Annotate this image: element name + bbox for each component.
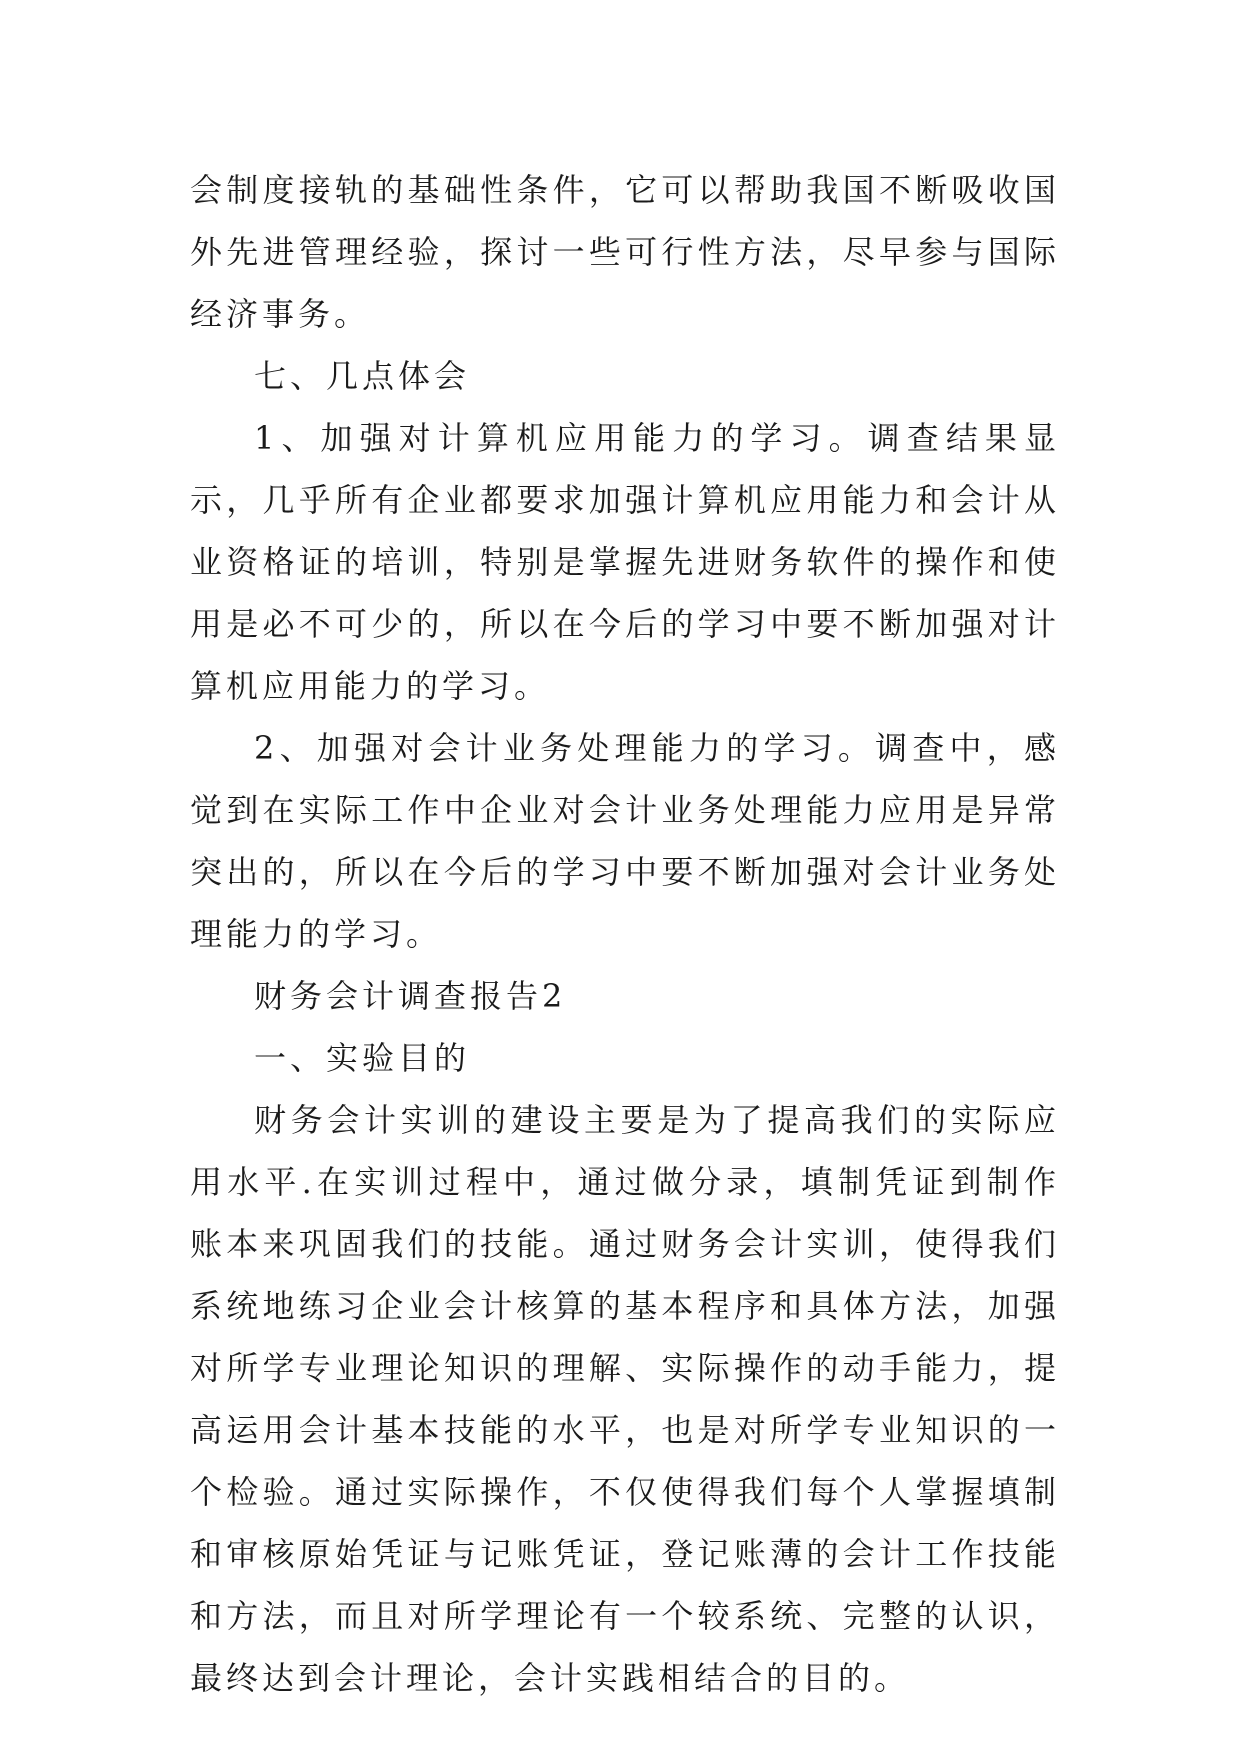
section-heading-purpose: 一、实验目的 xyxy=(254,1039,471,1077)
paragraph-training-purpose: 财务会计实训的建设主要是为了提高我们的实际应用水平.在实训过程中，通过做分录，填制凭证到制作账本来巩固我们的技能。通过财务会计实训，使得我们系统地练习企业会计核算的基本程序和具体方法，加强对所学专业理论知识的理解、实际操作的动手能力，提高运用会计基本技能的水平，也是对所学专业知识的一个检验。通过实际操作，不仅使得我们每个人掌握填制和审核原始凭证与记账凭证，登记账薄的会计工作技能和方法，而且对所学理论有一个较系统、完整的认识，最终达到会计理论，会计实践相结合的目的。 xyxy=(190,1101,1060,1697)
paragraph-computer-skills: 1、加强对计算机应用能力的学习。调查结果显示，几乎所有企业都要求加强计算机应用能力和会计从业资格证的培训，特别是掌握先进财务软件的操作和使用是必不可少的，所以在今后的学习中要不断加强对计算机应用能力的学习。 xyxy=(190,419,1060,705)
paragraph-continuation: 会制度接轨的基础性条件，它可以帮助我国不断吸收国外先进管理经验，探讨一些可行性方法，尽早参与国际经济事务。 xyxy=(190,171,1060,333)
report-title-2: 财务会计调查报告2 xyxy=(254,977,567,1015)
paragraph-accounting-skills: 2、加强对会计业务处理能力的学习。调查中，感觉到在实际工作中企业对会计业务处理能力应用是异常突出的，所以在今后的学习中要不断加强对会计业务处理能力的学习。 xyxy=(190,729,1060,953)
section-heading-experience: 七、几点体会 xyxy=(254,357,471,395)
document-body xyxy=(190,159,1060,1709)
